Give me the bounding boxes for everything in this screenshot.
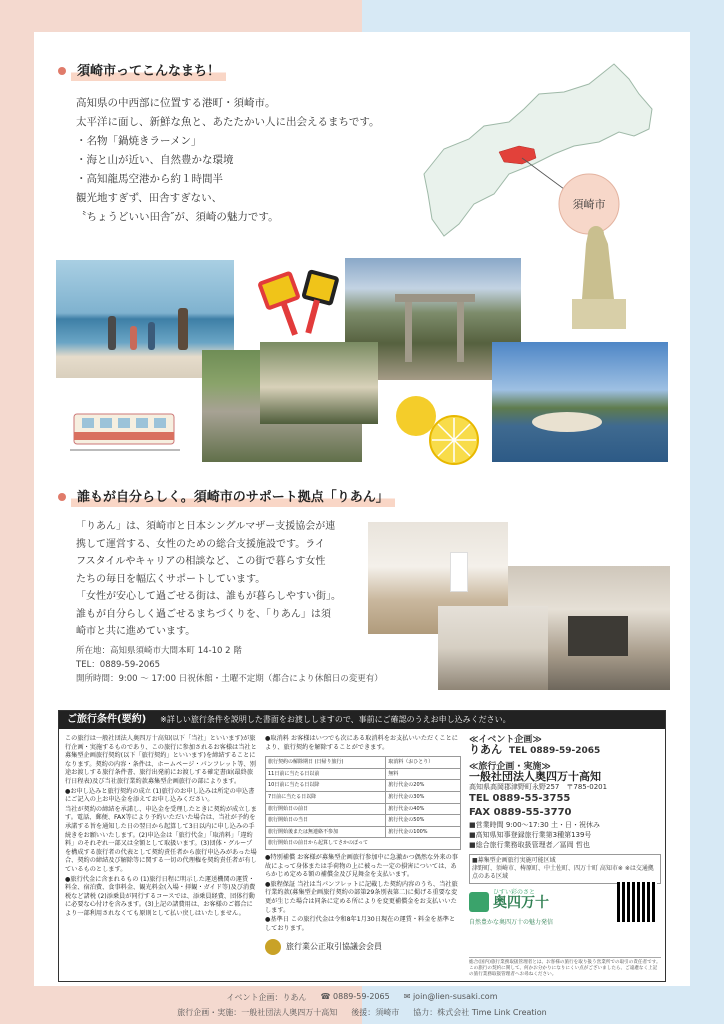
photo-street [260,342,378,424]
terms-column-1: この旅行は一般社団法人奥四万十高知(以下「当社」といいます)が旅行企画・実施するものであり、この旅行に参加されるお客様は当社と募集型企画旅行契約(以下「旅行契約」といいます)を締結することになります。契約の内容・条件は、ホームページ・パンフレット等、別途お渡しする旅行条件書、旅行出発前にお渡しする確定書面(最終旅行日程表)及び当社旅行業約款募集型企画旅行の部によります。 ●お申し込みと旅行契約の成立 (1)旅行のお申し込みは所定の申込書にご記入の上お申込金を添えてお申し込みください。 当社が契約の締結を承諾し、申込金を受理したときに契約が成立します。電話、郵便、FAX等により予約いただいた場合は、当社が予約を承諾する旨を通知した日の翌日から起算して3日以内に申し込みの手続きをお願いいたします。(2)申込金は「旅行代金」「取消料」「違約料」のそれぞれ一部又は全額として取扱います。(3)団体・グループを構成する旅行者の代表として契約責任者から旅行申込みがあった場合、契約の締結及び解除等に関する一切の代理権を契約責任者が有しているものとします。 ●旅行代金に含まれるもの (1)旅行日程に明示した運送機関の運賃・料金、宿泊費、食事料金、観光料金(入場・拝観・ガイド等)及び消費税など諸税 (2)添乗員が同行するコースでは、添乗員経費、団体行動に必要な心付けを含みます。(3)上記の諸費用は、お客様のご都合により一部利用されなくても原則として払い戻しはいたしません。 [65,735,257,917]
manager-fine-print: 総合(国内)旅行業務取扱管理者とは、お客様の旅行を取り扱う営業所での取引の責任者です。この旅行の契約に関して、何かお分かりになりにくい点がございましたら、ご遠慮なく上記の旅行業務取扱管理者へお尋ねください。 [469,957,661,978]
nabeyaki-fan-icon [256,264,346,344]
travel-terms-box [58,710,666,982]
okushimanto-logo-icon [469,892,489,912]
section1-heading: 須崎市ってこんなまち！ [58,60,226,79]
terms-column-2: ●取消料 お客様はいつでも次にある取消料をお支払いいただくことにより、旅行契約を解除することができます。 旅行契約の解除期日 (日帰り旅行) 取消料（おひとり） 11日前に当たる日以前 無料 10日前に当たる日以降 旅行代金の20% 7日前に当たる日以降 旅行代金の30% 旅行開始日の前日 旅行代金の40% 旅行開始日の当日 旅行代金の50% 旅行開始後または無連絡不参加 旅行代金の100% 旅行開始日の前日から起算してさかのぼって ●特別補償 お客様が募集型企画旅行参加中に急激かつ偶然な外来の事故によって身体または手荷物の上に被った一定の損害については、あらかじめ定める額の補償金及び見舞金を支払います。 ●旅程保証 当社は当パンフレットに記載した契約内容のうち、当社旅行業約款(募集型企画旅行契約の部第29条別表第二)に掲げる重要な変更が生じた場合は同条に定める所によりを変更補償金をお支払いいたします。 ●基準日 この旅行代金は令和8年1月30日現在の運賃・料金を基準としております。 旅行業公正取引協議会会員 [265,735,461,955]
tram-illustration [70,406,180,456]
lian-info: 所在地：高知県須崎市大間本町 14-10 2 階 TEL：0889-59-2065 開所時間：9:00 ～ 17:00 日祝休館・土曜不定期（都合により休館日の変更有） [76,646,383,684]
association-logo-icon [265,939,281,955]
section2-body: 「りあん」は、須崎市と日本シングルマザー支援協会が連 携して運営する、女性のための総合支援施設です。ライ フスタイルやキャリアの相談など、この街で暮らす女性 たちの毎日を幅広くサポートしています。 「女性が安心して過ごせる街は、誰もが暮らしやすい街」。 誰もが自分らしく過ごせるまちづくりを、「りあん」は須 崎市と共に進めています。 [76,521,341,637]
association-badge: 旅行業公正取引協議会会員 [265,939,461,955]
bullet-dot-icon [58,67,66,75]
yuzu-citrus-icon [388,388,488,468]
ryoma-statue-illustration [564,214,634,334]
bullet-dot-icon [58,493,66,501]
map-label: 須崎市 [572,198,606,211]
section1-intro: 高知県の中西部に位置する港町・須崎市。 太平洋に面し、新鮮な魚と、あたたかい人に出会えるまちです。 ・名物「鍋焼きラーメン」 ・海と山が近い、自然豊かな環境 ・高知龍馬空港から約１時間半 観光地すぎず、田舎すぎない、 〝ちょうどいい田舎″が、須崎の魅力です。 [76,97,380,223]
mail-icon: ✉ [403,992,411,1001]
cancellation-table: 旅行契約の解除期日 (日帰り旅行) 取消料（おひとり） 11日前に当たる日以前 無料 10日前に当たる日以降 旅行代金の20% 7日前に当たる日以降 旅行代金の30% 旅行開始日の前日 旅行代金の40% 旅行開始日の当日 旅行代金の50% 旅行開始後または無連絡不参加 旅行代金の100% 旅行開始日の前日から起算してさかのぼって [265,756,461,850]
photo-coast [492,342,668,462]
photo-lian-room [438,606,548,690]
organizer-panel: ≪イベント企画≫ りあん TEL 0889-59-2065 ≪旅行企画・実施≫ 一般社団法人奥四万十高知 高知県高岡郡津野町永野257 〒785-0201 TEL 0889-55-3755 FAX 0889-55-3770 ■営業時間 9:00～17:30 土・日・祝休み ■高知県知事登録旅行業第3種第139号 ■総合旅行業務取扱管理者／冨岡 哲也 ■募集型企画旅行実施可能区域 津野町、須崎市、梼原町、中土佐町、四万十町 高知市※ ※は交通拠点のある区域 ひすい彩のさと 奥四万十 自然豊かな奥四万十の魅力発信 [469,735,661,932]
okushimanto-logo: ひすい彩のさと 奥四万十 自然豊かな奥四万十の魅力発信 [469,888,661,932]
terms-header: ご旅行条件(要約) ※詳しい旅行条件を説明した書面をお渡ししますので、事前にご確認のうえお申し込みください。 [59,711,665,729]
section2-heading: 誰もが自分らしく。須崎市のサポート拠点「りあん」 [58,486,395,505]
page-footer: イベント企画：りあん ☎ 0889-59-2065 ✉ join@lien-susaki.com 旅行企画・実施：一般社団法人奥四万十高知 後援：須崎市 協力：株式会社 Time Link Creation [177,992,547,1017]
service-area: ■募集型企画旅行実施可能区域 津野町、須崎市、梼原町、中土佐町、四万十町 高知市※ ※は交通拠点のある区域 [469,854,661,884]
flyer-sheet [34,32,690,986]
qr-code[interactable] [617,882,657,922]
phone-icon: ☎ [320,992,331,1001]
